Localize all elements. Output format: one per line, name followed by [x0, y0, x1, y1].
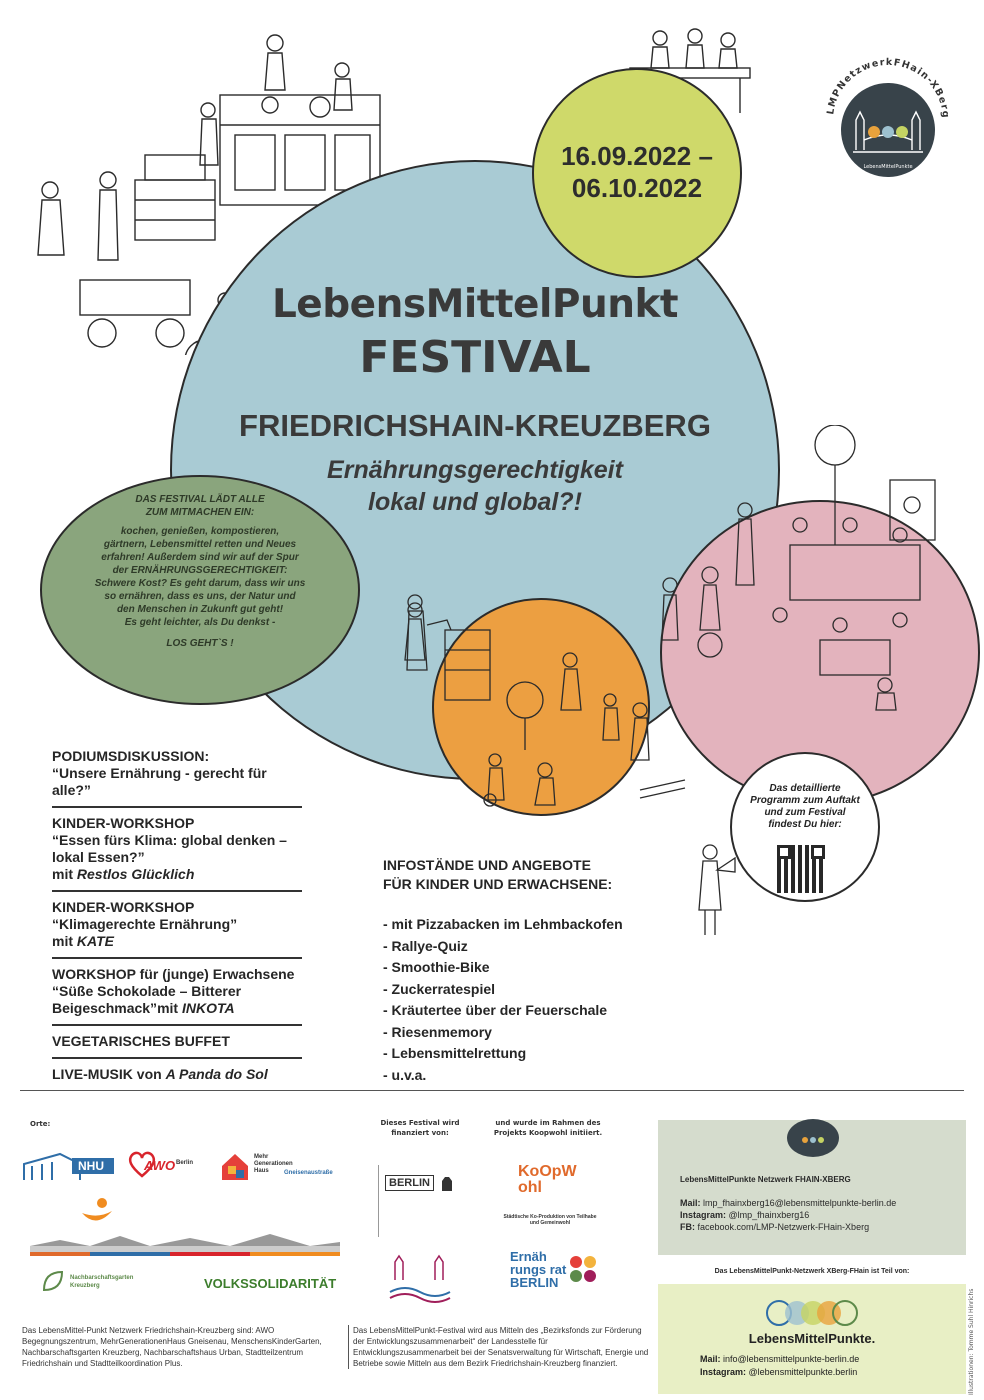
program-item [52, 815, 302, 892]
offer-item: - Riesenmemory [383, 1023, 492, 1040]
network-badge-icon [808, 40, 968, 200]
qr-note-line: Programm zum Auftakt [750, 795, 860, 806]
funding-text: Das LebensMittelPunkt-Festival wird aus Mitteln des „Bezirksfonds zur Förderung der Entwicklungszusammenarbeit“ der Landesstelle für Entwicklungszusammenarbeit bei der Senatsverwaltung für Wirtschaft, Energie und Betriebe sowie Mitteln aus dem Bezirk Friedrichshain-Kreuzberg finanziert. [348, 1325, 653, 1369]
venues-label: Orte: [30, 1120, 51, 1128]
program-item [52, 899, 302, 959]
lmp-contacts [700, 1353, 859, 1379]
title-festival: FESTIVAL [359, 332, 591, 383]
qr-note-line: findest Du hier: [768, 819, 842, 830]
berlin-logo-text: BERLIN [385, 1175, 434, 1191]
program-list [52, 748, 302, 1097]
start-date: 16.09.2022 – [561, 141, 713, 171]
nhu-logo-text: NHU [78, 1159, 104, 1173]
koopwohl-logo [500, 1158, 600, 1230]
network-badge [808, 40, 968, 200]
watering-person-illustration [385, 590, 465, 690]
network-mail[interactable]: Mail: lmp_fhainxberg16@lebensmittelpunkte-berlin.de [680, 1198, 897, 1208]
network-mini-badge-icon [785, 1118, 841, 1158]
program-item [52, 1033, 302, 1059]
berlin-senate-logo [378, 1165, 459, 1237]
volkssolidaritaet-logo: VOLKSSOLIDARITÄT [204, 1276, 337, 1291]
nhu-logo [20, 1150, 116, 1184]
swoosh-icon [80, 1195, 114, 1229]
invite-head-2: ZUM MITMACHEN EIN: [145, 507, 255, 518]
nachbarschaftsgarten-logo [40, 1268, 150, 1298]
illustration-credit: Illustrationen: Tomme Suhl Hinrichs [968, 1288, 975, 1395]
subtitle-line-2: lokal und global?! [368, 488, 582, 516]
nachbarschaftsgarten-text: Nachbarschaftsgarten Kreuzberg [70, 1275, 134, 1289]
dots-icon [566, 1252, 600, 1286]
network-instagram[interactable]: Instagram: @lmp_fhainxberg16 [680, 1210, 810, 1220]
offer-item: - Zuckerratespiel [383, 980, 496, 997]
house-icon [220, 1152, 250, 1182]
program-item-body: “Essen fürs Klima: global denken – lokal Essen?” [52, 832, 287, 865]
koopwohl-logo-text: KoOpWohl [518, 1163, 577, 1196]
invite-line: den Menschen in Zukunft gut geht! [116, 604, 284, 615]
program-item-head: WORKSHOP für (junge) Erwachsene [52, 966, 295, 982]
qr-note-line: und zum Festival [764, 807, 846, 818]
invite-line: so ernähren, dass es uns, der Natur und [104, 591, 296, 602]
program-item-body: “Klimagerechte Ernährung” [52, 916, 238, 932]
lmp-name: LebensMittelPunkte. [748, 1331, 876, 1346]
awo-berlin-text: Berlin [176, 1160, 194, 1166]
awo-logo [128, 1150, 208, 1184]
offers-list [383, 914, 683, 1086]
program-item-head: KINDER-WORKSHOP [52, 899, 195, 915]
program-item-body: “Süße Schokolade – Bitterer Beigeschmack”mit INKOTA [52, 983, 242, 1016]
program-item [52, 748, 302, 808]
mgh-logo-text: Mehr Generationen Haus [254, 1154, 293, 1174]
menschenskinder-logo [80, 1195, 200, 1233]
qr-code-icon[interactable] [777, 845, 825, 893]
offers-heading-line: FÜR KINDER UND ERWACHSENE: [383, 876, 613, 892]
megaphone-person-illustration [690, 840, 740, 940]
ernaehrungsrat-logo [510, 1250, 610, 1300]
invite-line: erfahren! Außerdem sind wir auf der Spur [101, 552, 299, 563]
network-facebook[interactable]: FB: facebook.com/LMP-Netzwerk-FHain-Xberg [680, 1222, 870, 1232]
svg-text:LMPNetzwerkFHain-XBerg: LMPNetzwerkFHain-XBerg [825, 56, 952, 120]
program-item-head: PODIUMSDISKUSSION: [52, 748, 210, 764]
bezirk-logo [385, 1252, 455, 1308]
footer-divider [20, 1090, 964, 1091]
invite-line: gärtnern, Lebensmittel retten und Neues [103, 539, 297, 550]
invite-text [60, 493, 340, 650]
lmp-mail[interactable]: Mail: info@lebensmittelpunkte-berlin.de [700, 1354, 860, 1364]
program-item-by: mit KATE [52, 933, 114, 949]
program-item-body: “Unsere Ernährung - gerecht für alle?” [52, 765, 267, 798]
badge-caption: LebensMittelPunkte [863, 164, 913, 170]
program-item-head: LIVE-MUSIK von A Panda do Sol [52, 1066, 268, 1082]
invite-line: Es geht leichter, als Du denkst - [124, 617, 276, 628]
program-item-by: mit Restlos Glücklich [52, 866, 195, 882]
offer-item: - u.v.a. [383, 1066, 427, 1083]
title-lebensmittelpunkt: LebensMittelPunkt [271, 282, 679, 327]
mgh-logo-place: Gneisenaustraße [284, 1170, 333, 1176]
offers-heading [383, 856, 683, 894]
program-item-head: VEGETARISCHES BUFFET [52, 1033, 230, 1049]
network-contacts [680, 1197, 896, 1233]
invite-line: Schwere Kost? Es geht darum, dass wir uns [94, 578, 306, 589]
festival-dates [532, 140, 742, 204]
program-item [52, 1066, 302, 1090]
qr-note-line: Das detaillierte [769, 783, 841, 794]
offers-section [383, 856, 683, 1086]
offer-item: - Kräutertee über der Feuerschale [383, 1002, 608, 1018]
lmp-instagram[interactable]: Instagram: @lebensmittelpunkte.berlin [700, 1367, 858, 1377]
subtitle-line-1: Ernährungsgerechtigkeit [327, 456, 623, 484]
end-date: 06.10.2022 [571, 173, 703, 203]
invite-head-1: DAS FESTIVAL LÄDT ALLE [135, 494, 265, 505]
mgh-logo [220, 1150, 345, 1186]
invite-line: kochen, genießen, kompostieren, [120, 526, 280, 537]
offer-item: - mit Pizzabacken im Lehmbackofen [383, 916, 623, 932]
bezirk-logo-icon [385, 1252, 455, 1308]
offer-item: - Smoothie-Bike [383, 959, 490, 975]
koopwohl-subtitle: Städtische Ko-Produktion von Teilhabe und Gemeinwohl [503, 1214, 597, 1226]
part-of-note: Das LebensMittelPunkt-Netzwerk XBerg-FHain ist Teil von: [714, 1268, 910, 1275]
title-district: FRIEDRICHSHAIN-KREUZBERG [239, 408, 711, 443]
initiated-by-text: und wurde im Rahmen des Projekts Koopwohl initiiert. [493, 1119, 603, 1137]
ernaehrungsrat-logo-text: Ernäh rungs rat BERLIN [510, 1249, 567, 1290]
offer-item: - Lebensmittelrettung [383, 1045, 527, 1061]
leaf-icon [40, 1268, 66, 1294]
program-item-head: KINDER-WORKSHOP [52, 815, 195, 831]
network-title: LebensMittelPunkte Netzwerk FHAIN-XBERG [680, 1175, 851, 1184]
program-item [52, 966, 302, 1026]
skyline-illustration [30, 1232, 340, 1256]
offer-item: - Rallye-Quiz [383, 937, 468, 954]
awo-logo-text: AWO [144, 1158, 176, 1173]
funded-by-text: Dieses Festival wird finanziert von: [380, 1119, 460, 1137]
lmp-logo-icon [765, 1298, 859, 1328]
invite-line: der ERNÄHRUNGSGERECHTIGKEIT: [112, 565, 288, 576]
network-members-text: Das LebensMittel-Punkt Netzwerk Friedrichshain-Kreuzberg sind: AWO Begegnungszentrum, MehrGenerationenHaus Gneisenau, MenschensKinderGarten, Nachbarschaftsgarten Kreuzberg, Nachbarschaftshaus Urban, Stadtteilzentrum Friedrichshain und Stadtteilkoordination Plus. [22, 1326, 322, 1368]
qr-note [735, 783, 875, 831]
bear-icon [439, 1173, 455, 1193]
invite-closing: LOS GEHT`S ! [166, 638, 234, 649]
offers-heading-line: INFOSTÄNDE UND ANGEBOTE [383, 857, 591, 873]
